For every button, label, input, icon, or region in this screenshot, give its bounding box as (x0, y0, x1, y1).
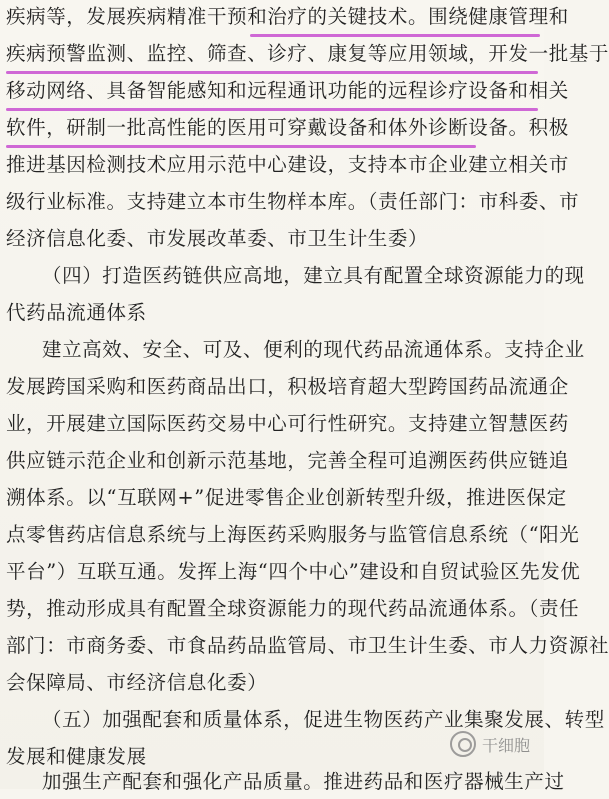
text-line: 势，推动形成具有配置全球资源能力的现代药品流通体系。（责任 (6, 597, 580, 620)
text-line: 部门：市商务委、市食品药品监管局、市卫生计生委、市人力资源社 (6, 634, 609, 657)
highlight-underline (6, 108, 538, 111)
text-line: 疾病等，发展疾病精准干预和治疗的关键技术。围绕健康管理和 (6, 5, 569, 28)
section-heading: 代药品流通体系 (6, 301, 147, 324)
highlight-underline (6, 145, 476, 148)
text-line: 发展跨国采购和医药商品出口，积极培育超大型跨国药品流通企 (6, 375, 569, 398)
text-line: 移动网络、具备智能感知和远程通讯功能的远程诊疗设备和相关 (6, 79, 569, 102)
watermark-label: 干细胞 (481, 735, 530, 755)
watermark (450, 731, 530, 757)
text-line: 经济信息化委、市发展改革委、市卫生计生委） (6, 227, 429, 250)
section-heading: 发展和健康发展 (6, 745, 147, 768)
section-heading: （四）打造医药链供应高地，建立具有配置全球资源能力的现 (42, 264, 585, 287)
highlight-underline (6, 71, 538, 74)
text-line: 建立高效、安全、可及、便利的现代药品流通体系。支持企业 (42, 338, 585, 361)
text-line: 疾病预警监测、监控、筛查、诊疗、康复等应用领域，开发一批基于 (6, 42, 609, 65)
section-heading: （五）加强配套和质量体系，促进生物医药产业集聚发展、转型 (42, 708, 605, 731)
text-line: 点零售药店信息系统与上海医药采购服务与监管信息系统（“阳光 (6, 523, 580, 546)
text-line: 加强生产配套和强化产品质量。推进药品和医疗器械生产过 (42, 770, 565, 793)
text-line: 推进基因检测技术应用示范中心建设，支持本市企业建立相关市 (6, 153, 569, 176)
text-line: 业，开展建立国际医药交易中心可行性研究。支持建立智慧医药 (6, 412, 569, 435)
text-line: 平台”）互联互通。发挥上海“四个中心”建设和自贸试验区先发优 (6, 560, 581, 583)
text-line: 软件，研制一批高性能的医用可穿戴设备和体外诊断设备。积极 (6, 116, 569, 139)
watermark-icon (450, 731, 476, 757)
text-line: 溯体系。以“互联网+”促进零售企业创新转型升级，推进医保定 (6, 486, 567, 509)
text-line: 供应链示范企业和创新示范基地，完善全程可追溯医药供应链追 (6, 449, 569, 472)
text-line: 会保障局、市经济信息化委） (6, 671, 268, 694)
highlight-underline (250, 34, 540, 37)
text-line: 级行业标准。支持建立本市生物样本库。（责任部门：市科委、市 (6, 190, 580, 213)
